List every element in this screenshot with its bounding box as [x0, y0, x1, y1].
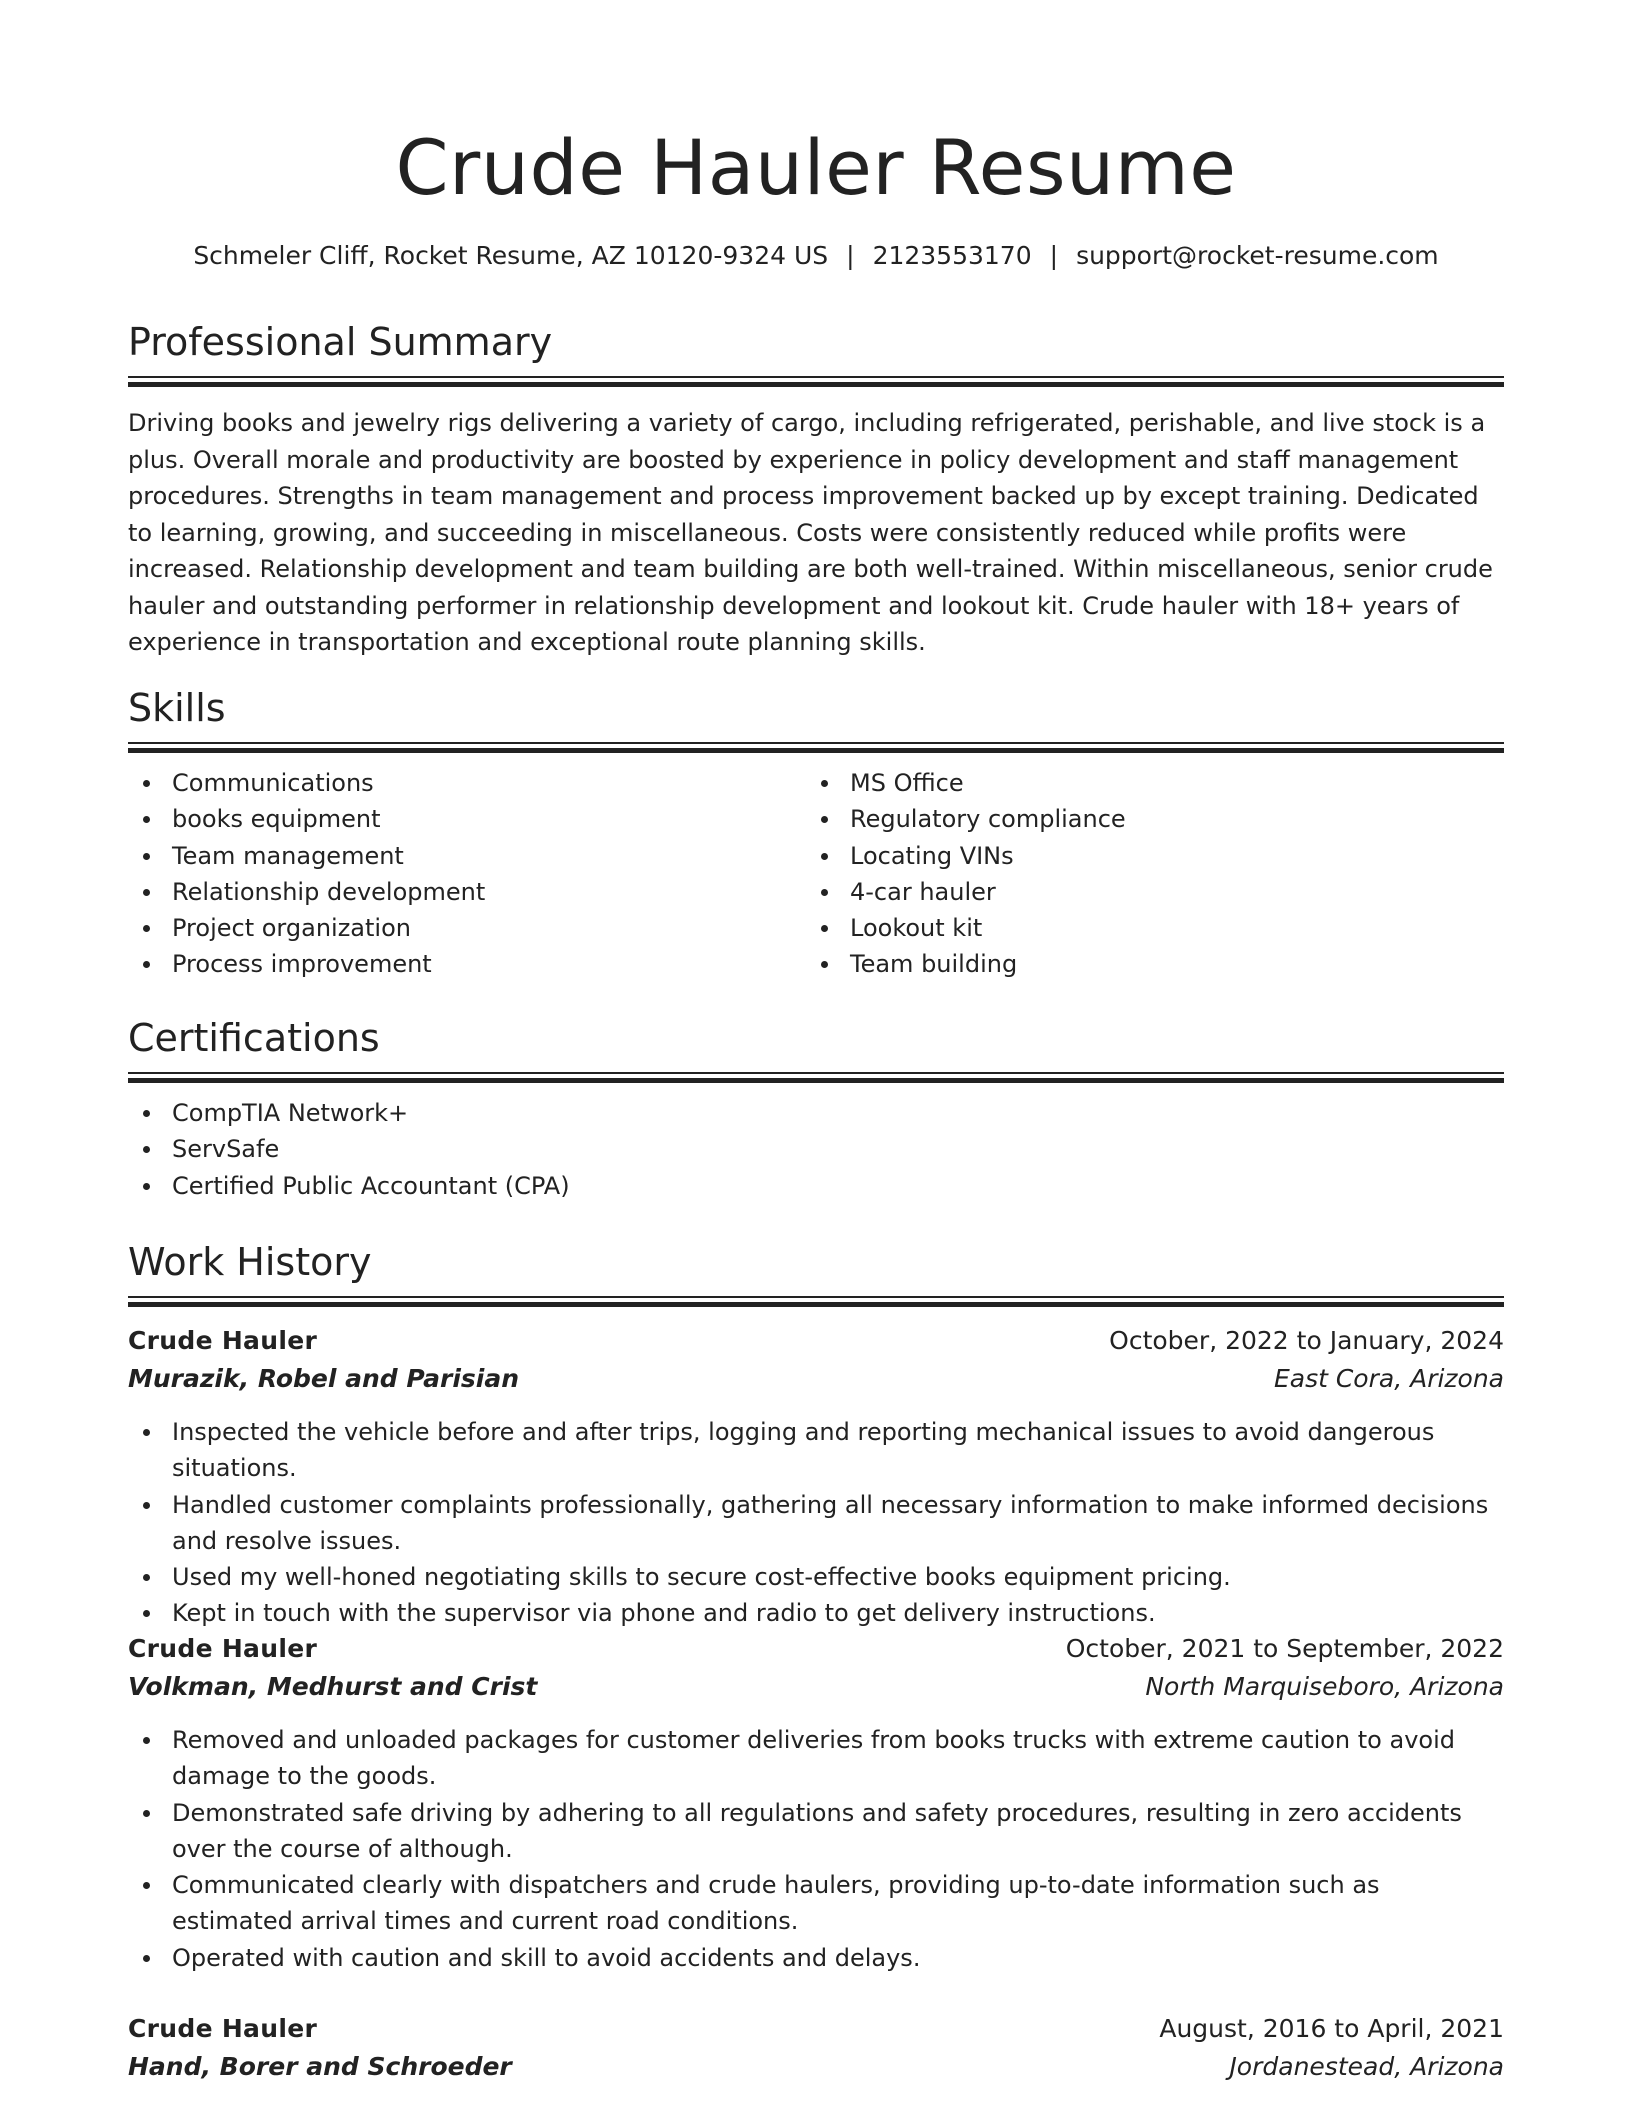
job-header-row — [128, 1322, 1504, 1360]
skill-item: 4-car hauler — [806, 874, 1484, 910]
job-bullet: Operated with caution and skill to avoid accidents and delays. — [128, 1940, 1504, 1976]
section-title: Professional Summary — [128, 320, 553, 364]
job-bullet: Removed and unloaded packages for customer deliveries from books trucks with extreme caution to avoid damage to the goods. — [128, 1722, 1504, 1795]
job-bullet: Used my well-honed negotiating skills to secure cost-effective books equipment pricing. — [128, 1559, 1504, 1595]
skill-item: Team building — [806, 946, 1484, 982]
certifications-section — [128, 1012, 1504, 1204]
skill-item: Project organization — [128, 910, 806, 946]
section-divider — [128, 376, 1504, 387]
contact-line — [128, 238, 1504, 274]
section-title: Certifications — [128, 1016, 380, 1060]
certification-item: Certified Public Accountant (CPA) — [128, 1168, 1504, 1204]
contact-email: support@rocket-resume.com — [1076, 241, 1439, 270]
job-entry — [128, 2010, 1504, 2086]
job-company-row — [128, 1360, 1504, 1398]
skill-item: Locating VINs — [806, 838, 1484, 874]
section-title: Skills — [128, 686, 226, 730]
skills-list-right — [806, 765, 1484, 983]
skill-item: Process improvement — [128, 946, 806, 982]
job-title: Crude Hauler — [128, 2014, 318, 2043]
job-header-row — [128, 1630, 1504, 1668]
section-title: Work History — [128, 1240, 372, 1284]
section-divider — [128, 1296, 1504, 1307]
job-bullet: Inspected the vehicle before and after trips, logging and reporting mechanical issues to avoid dangerous situations. — [128, 1414, 1504, 1487]
job-entry — [128, 1630, 1504, 1976]
job-company-row — [128, 1668, 1504, 1706]
job-bullets — [128, 1722, 1504, 1976]
section-divider — [128, 742, 1504, 753]
skill-item: Communications — [128, 765, 806, 801]
job-bullets — [128, 1414, 1504, 1632]
skill-item: Regulatory compliance — [806, 801, 1484, 837]
job-bullet: Communicated clearly with dispatchers and crude haulers, providing up-to-date information such as estimated arrival times and current road conditions. — [128, 1867, 1504, 1940]
job-company: Murazik, Robel and Parisian — [128, 1364, 520, 1393]
job-dates: August, 2016 to April, 2021 — [1159, 2014, 1504, 2043]
job-company-row — [128, 2048, 1504, 2086]
contact-separator: | — [846, 241, 855, 270]
certification-item: CompTIA Network+ — [128, 1095, 1504, 1131]
section-divider — [128, 1072, 1504, 1083]
skill-item: Relationship development — [128, 874, 806, 910]
job-dates: October, 2022 to January, 2024 — [1109, 1326, 1504, 1355]
job-bullet: Kept in touch with the supervisor via phone and radio to get delivery instructions. — [128, 1595, 1504, 1631]
summary-section — [128, 316, 1504, 661]
skill-item: Team management — [128, 838, 806, 874]
job-company: Hand, Borer and Schroeder — [128, 2052, 512, 2081]
job-title: Crude Hauler — [128, 1634, 318, 1663]
job-header-row — [128, 2010, 1504, 2048]
skill-item: MS Office — [806, 765, 1484, 801]
summary-text: Driving books and jewelry rigs delivering a variety of cargo, including refrigerated, perishable, and live stock is a plus. Overall morale and productivity are boosted by experience in policy development and staff management procedures. Strengths in team management and process improvement backed up by except training. Dedicated to learning, growing, and succeeding in miscellaneous. Costs were consistently reduced while profits were increased. Relationship development and team building are both well-trained. Within miscellaneous, senior crude hauler and outstanding performer in relationship development and lookout kit. Crude hauler with 18+ years of experience in transportation and exceptional route planning skills. — [128, 409, 1493, 656]
skill-item: Lookout kit — [806, 910, 1484, 946]
job-company: Volkman, Medhurst and Crist — [128, 1672, 538, 1701]
job-location: North Marquiseboro, Arizona — [1145, 1672, 1504, 1701]
job-bullet: Demonstrated safe driving by adhering to all regulations and safety procedures, resulting in zero accidents over the course of although. — [128, 1795, 1504, 1868]
skills-columns — [128, 765, 1504, 983]
job-dates: October, 2021 to September, 2022 — [1065, 1634, 1504, 1663]
job-title: Crude Hauler — [128, 1326, 318, 1355]
contact-phone: 2123553170 — [872, 241, 1032, 270]
contact-separator: | — [1049, 241, 1059, 270]
job-entry — [128, 1322, 1504, 1632]
work-history-section — [128, 1236, 1504, 1307]
skill-item: books equipment — [128, 801, 806, 837]
certifications-list — [128, 1095, 1504, 1204]
skills-list-left — [128, 765, 806, 983]
job-bullet: Handled customer complaints professionally, gathering all necessary information to make informed decisions and resolve issues. — [128, 1487, 1504, 1560]
contact-address: Schmeler Cliff, Rocket Resume, AZ 10120-9324 US — [193, 241, 829, 270]
resume-title: Crude Hauler Resume — [395, 123, 1237, 212]
certification-item: ServSafe — [128, 1131, 1504, 1167]
skills-section — [128, 682, 1504, 983]
job-location: East Cora, Arizona — [1273, 1364, 1504, 1393]
job-location: Jordanestead, Arizona — [1229, 2052, 1504, 2081]
